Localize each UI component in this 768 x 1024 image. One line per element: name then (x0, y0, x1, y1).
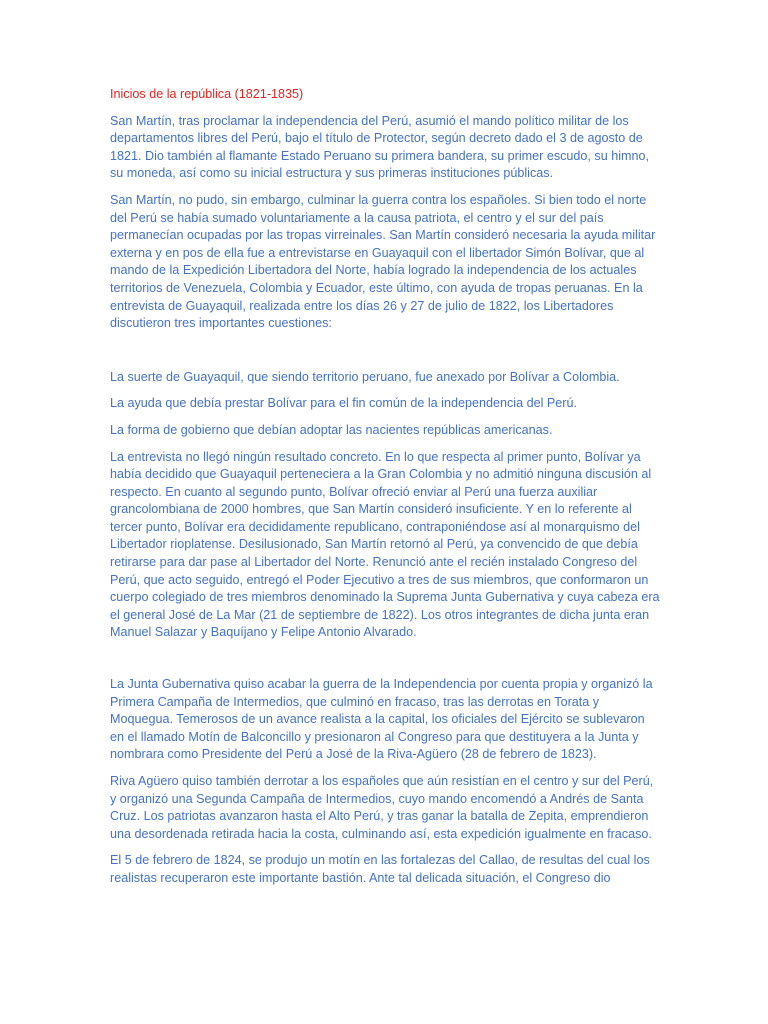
paragraph-protector: San Martín, tras proclamar la independencia del Perú, asumió el mando político militar de los departamentos libres del Perú, bajo el título de Protector, según decreto dado el 3 de agosto de 1821. Dio también al flamante Estado Peruano su primera bandera, su primer escudo, su himno, su moneda, así como su inicial estructura y sus primeras instituciones públicas. (110, 113, 650, 181)
paragraph-question-aid: La ayuda que debía prestar Bolívar para el fin común de la independencia del Perú. (110, 396, 577, 411)
paragraph-question-guayaquil: La suerte de Guayaquil, que siendo territorio peruano, fue anexado por Bolívar a Colombia. (110, 369, 620, 384)
paragraph-guayaquil-interview: San Martín, no pudo, sin embargo, culminar la guerra contra los españoles. Si bien todo el norte del Perú se había sumado voluntariamente a la causa patriota, el centro y el sur del país permanecían ocupadas por las tropas virreinales. San Martín consideró necesaria la ayuda militar externa y en pos de ella fue a entrevistarse en Guayaquil con el libertador Simón Bolívar, que al mando de la Expedición Libertadora del Norte, había logrado la independencia de los actuales territorios de Venezuela, Colombia y Ecuador, este último, con ayuda de tropas peruanas. En la entrevista de Guayaquil, realizada entre los días 26 y 27 de julio de 1822, los Libertadores discutieron tres importantes cuestiones: (110, 192, 656, 331)
paragraph-question-government: La forma de gobierno que debían adoptar las nacientes repúblicas americanas. (110, 422, 553, 437)
paragraph-junta-gubernativa: La Junta Gubernativa quiso acabar la guerra de la Independencia por cuenta propia y organizó la Primera Campaña de Intermedios, que culminó en fracaso, tras las derrotas en Torata y Moquegua. Temerosos de un avance realista a la capital, los oficiales del Ejército se sublevaron en el llamado Motín de Balconcillo y presionaron al Congreso para que destituyera a la Junta y nombrara como Presidente del Perú a José de la Riva-Agüero (28 de febrero de 1823). (110, 677, 653, 762)
document-title: Inicios de la república (1821-1835) (110, 87, 304, 101)
paragraph-interview-result: La entrevista no llegó ningún resultado concreto. En lo que respecta al primer punto, Bolívar ya había decidido que Guayaquil perteneciera a la Gran Colombia y no admitió ninguna discusión al respecto. En cuanto al segundo punto, Bolívar ofreció enviar al Perú una fuerza auxiliar grancolombiana de 2000 hombres, que San Martín consideró insuficiente. Y en lo referente al tercer punto, Bolívar era decididamente republicano, contraponiéndose así al monarquismo del Libertador rioplatense. Desilusionado, San Martín retornó al Perú, ya convencido de que debía retirarse para dar pase al Libertador del Norte. Renunció ante el recién instalado Congreso del Perú, que acto seguido, entregó el Poder Ejecutivo a tres de sus miembros, que conformaron un cuerpo colegiado de tres miembros denominado la Suprema Junta Gubernativa y cuya cabeza era el general José de La Mar (21 de septiembre de 1822). Los otros integrantes de dicha junta eran Manuel Salazar y Baquíjano y Felipe Antonio Alvarado. (110, 449, 660, 640)
paragraph-riva-aguero: Riva Agüero quiso también derrotar a los españoles que aún resistían en el centro y sur del Perú, y organizó una Segunda Campaña de Intermedios, cuyo mando encomendó a Andrés de Santa Cruz. Los patriotas avanzaron hasta el Alto Perú, y tras ganar la batalla de Zepita, emprendieron una desordenada retirada hacia la costa, culminando así, esta expedición igualmente en fracaso. (110, 774, 654, 841)
paragraph-callao-mutiny: El 5 de febrero de 1824, se produjo un motín en las fortalezas del Callao, de resultas del cual los realistas recuperaron este importante bastión. Ante tal delicada situación, el Congreso dio (110, 853, 650, 885)
document-page (110, 86, 660, 897)
